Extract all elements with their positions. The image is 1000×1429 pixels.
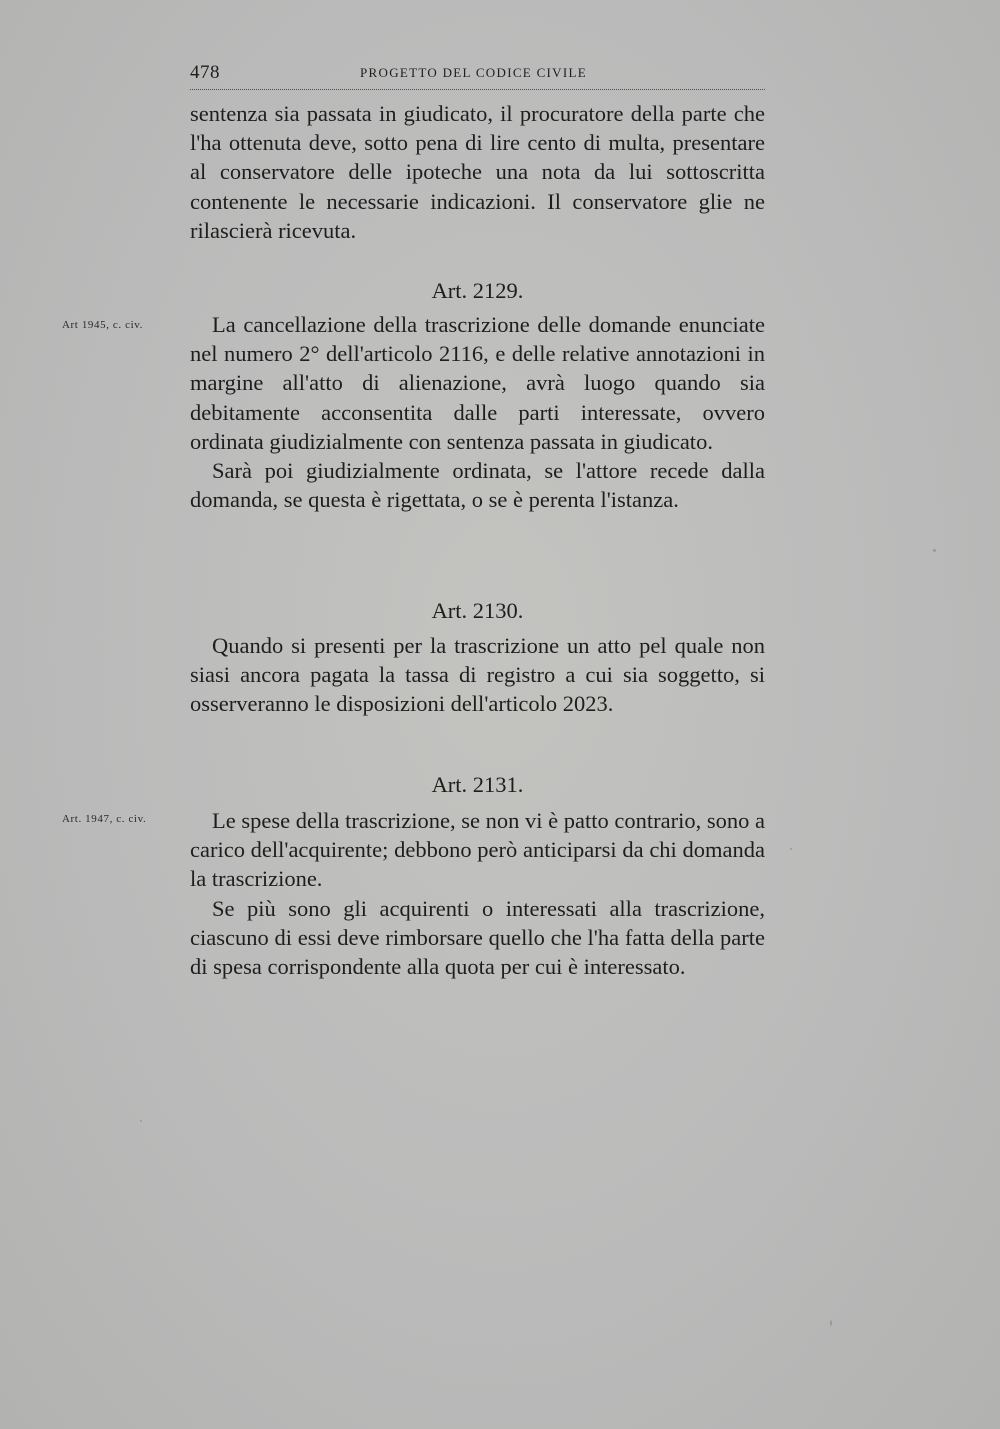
paragraph: Sarà poi giudizialmente ordinata, se l'attore recede dalla domanda, se questa è rigettata, o se è perenta l'istanza. [190, 458, 765, 513]
header-rule [190, 89, 765, 90]
running-title: PROGETTO DEL CODICE CIVILE [360, 65, 587, 80]
page-number: 478 [190, 62, 220, 83]
article-heading: Art. 2131. [431, 772, 524, 797]
continuation-text [190, 99, 765, 245]
paragraph: La cancellazione della trascrizione delle domande enunciate nel numero 2° dell'articolo 2116, e delle relative annotazioni in margine all'atto di alienazione, avrà luogo quando sia debitamente acconsentita dalle parti interessate, ovvero ordinata giudizialmente con sentenza passata in giudicato. [190, 312, 765, 454]
paragraph: Se più sono gli acquirenti o interessati alla trascrizione, ciascuno di essi deve rimborsare quello che l'ha fatta della parte di spesa corrispondente alla quota per cui è interessato. [190, 895, 765, 980]
article-body [190, 631, 765, 719]
paragraph: Quando si presenti per la trascrizione un atto pel quale non siasi ancora pagata la tassa di registro a cui sia soggetto, si osserveranno le disposizioni dell'articolo 2023. [190, 633, 765, 717]
paper-speck [933, 549, 936, 552]
paragraph: sentenza sia passata in giudicato, il procuratore della parte che l'ha ottenuta deve, sotto pena di lire cento di multa, presentare al conservatore delle ipoteche una nota da lui sottoscritta contenente le necessarie indicazioni. Il conservatore glie ne rilascierà ricevuta. [190, 101, 765, 243]
page-header [190, 62, 765, 86]
margin-note: Art 1945, c. civ. [62, 319, 143, 331]
paragraph: Le spese della trascrizione, se non vi è patto contrario, sono a carico dell'acquirente; debbono però anticiparsi da chi domanda la trascrizione. [190, 808, 765, 892]
article-body [190, 310, 765, 514]
article-heading: Art. 2129. [431, 278, 524, 303]
article-heading: Art. 2130. [431, 598, 524, 623]
paper-speck [140, 1120, 142, 1122]
paper-speck [790, 848, 792, 850]
article-body [190, 806, 765, 981]
paper-speck [830, 1320, 832, 1326]
margin-note: Art. 1947, c. civ. [62, 813, 147, 825]
